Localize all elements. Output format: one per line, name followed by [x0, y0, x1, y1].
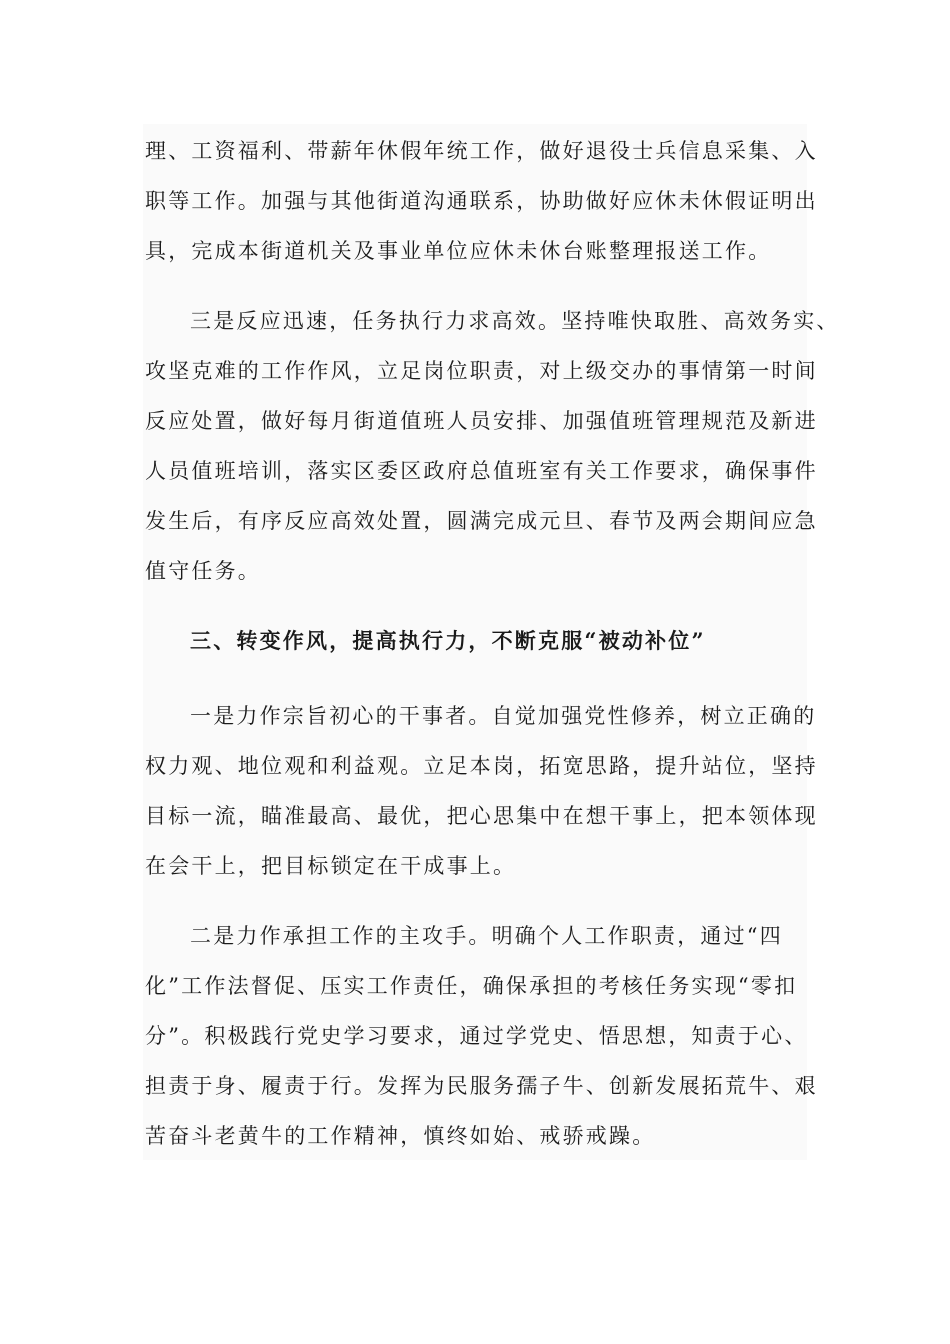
paragraph-line: 三是反应迅速，任务执行力求高效。坚持唯快取胜、高效务实、	[190, 309, 840, 333]
paragraph-line: 二是力作承担工作的主攻手。明确个人工作职责，通过“四	[190, 924, 783, 948]
paragraph-line: 理、工资福利、带薪年休假年统工作，做好退役士兵信息采集、入	[145, 139, 818, 163]
paragraph-line: 担责于身、履责于行。发挥为民服务孺子牛、创新发展拓荒牛、艰	[145, 1074, 818, 1098]
document-body	[143, 124, 840, 1160]
paragraph-line: 目标一流，瞄准最高、最优，把心思集中在想干事上，把本领体现	[145, 804, 818, 828]
paragraph-line: 反应处置，做好每月街道值班人员安排、加强值班管理规范及新进	[145, 409, 818, 433]
paragraph-line: 具，完成本街道机关及事业单位应休未休台账整理报送工作。	[145, 239, 772, 263]
section-heading: 三、转变作风，提高执行力，不断克服“被动补位”	[190, 628, 706, 653]
paragraph-line: 化”工作法督促、压实工作责任，确保承担的考核任务实现“零扣	[145, 974, 798, 998]
paragraph-line: 一是力作宗旨初心的干事者。自觉加强党性修养，树立正确的	[190, 704, 817, 728]
paragraph-line: 分”。积极践行党史学习要求，通过学党史、悟思想，知责于心、	[145, 1024, 808, 1048]
paragraph-line: 发生后，有序反应高效处置，圆满完成元旦、春节及两会期间应急	[145, 509, 818, 533]
paragraph-line: 攻坚克难的工作作风，立足岗位职责，对上级交办的事情第一时间	[145, 359, 818, 383]
paragraph-line: 在会干上，把目标锁定在干成事上。	[145, 854, 517, 878]
paragraph-line: 职等工作。加强与其他街道沟通联系，协助做好应休未休假证明出	[145, 189, 818, 213]
paragraph-line: 权力观、地位观和利益观。立足本岗，拓宽思路，提升站位，坚持	[145, 754, 818, 778]
paragraph-line: 人员值班培训，落实区委区政府总值班室有关工作要求，确保事件	[145, 459, 818, 483]
paragraph-line: 值守任务。	[145, 559, 261, 583]
paragraph-line: 苦奋斗老黄牛的工作精神，慎终如始、戒骄戒躁。	[145, 1124, 656, 1148]
